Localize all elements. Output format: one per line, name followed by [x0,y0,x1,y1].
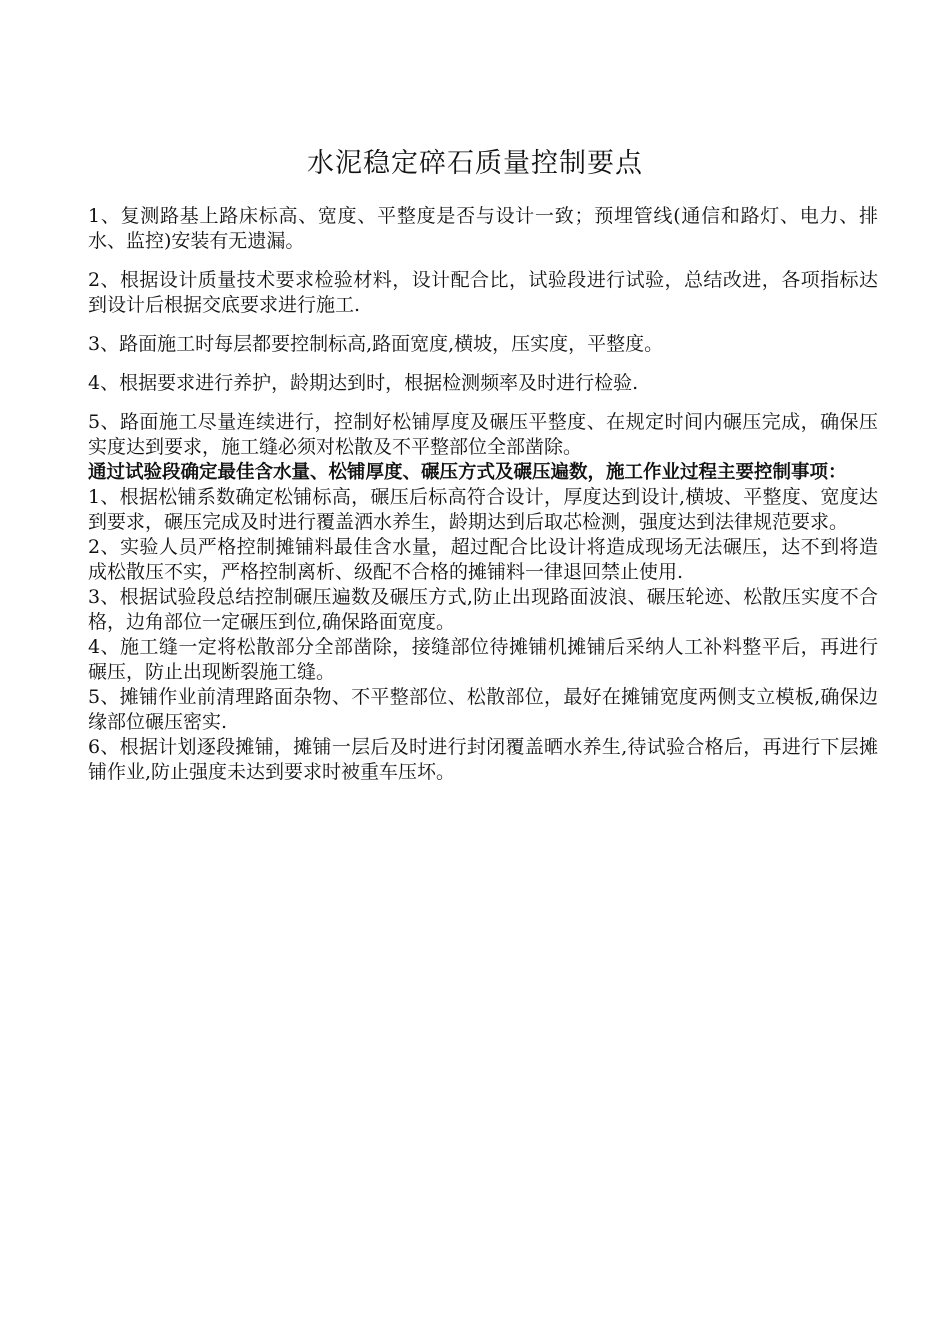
intro-item-5: 5、路面施工尽量连续进行，控制好松铺厚度及碾压平整度、在规定时间内碾压完成，确保压实度达到要求，施工缝必须对松散及不平整部位全部凿除。 [88,411,878,458]
control-item-5: 5、摊铺作业前清理路面杂物、不平整部位、松散部位，最好在摊铺宽度两侧支立模板,确保边缘部位碾压密实. [88,686,878,733]
intro-item-3: 3、路面施工时每层都要控制标高,路面宽度,横坡，压实度，平整度。 [88,333,664,355]
section-heading: 通过试验段确定最佳含水量、松铺厚度、碾压方式及碾压遍数，施工作业过程主要控制事项： [88,462,847,483]
control-item-3: 3、根据试验段总结控制碾压遍数及碾压方式,防止出现路面波浪、碾压轮迹、松散压实度不合格，边角部位一定碾压到位,确保路面宽度。 [88,586,878,633]
control-item-6: 6、根据计划逐段摊铺，摊铺一层后及时进行封闭覆盖晒水养生,待试验合格后，再进行下层摊铺作业,防止强度未达到要求时被重车压坏。 [88,736,878,783]
intro-item-2: 2、根据设计质量技术要求检验材料，设计配合比，试验段进行试验，总结改进，各项指标达到设计后根据交底要求进行施工. [88,269,878,316]
intro-item-4: 4、根据要求进行养护，龄期达到时，根据检测频率及时进行检验. [88,372,639,394]
document-body [88,204,878,785]
control-item-1: 1、根据松铺系数确定松铺标高，碾压后标高符合设计，厚度达到设计,横坡、平整度、宽度达到要求，碾压完成及时进行覆盖洒水养生，龄期达到后取芯检测，强度达到法律规范要求。 [88,486,878,533]
control-item-4: 4、施工缝一定将松散部分全部凿除，接缝部位待摊铺机摊铺后采纳人工补料整平后，再进行碾压，防止出现断裂施工缝。 [88,636,878,683]
control-item-2: 2、实验人员严格控制摊铺料最佳含水量，超过配合比设计将造成现场无法碾压，达不到将造成松散压不实，严格控制离析、级配不合格的摊铺料一律退回禁止使用. [88,536,878,583]
document-title: 水泥稳定碎石质量控制要点 [307,148,643,179]
intro-item-1: 1、复测路基上路床标高、宽度、平整度是否与设计一致；预埋管线(通信和路灯、电力、排水、监控)安装有无遗漏。 [88,205,878,252]
